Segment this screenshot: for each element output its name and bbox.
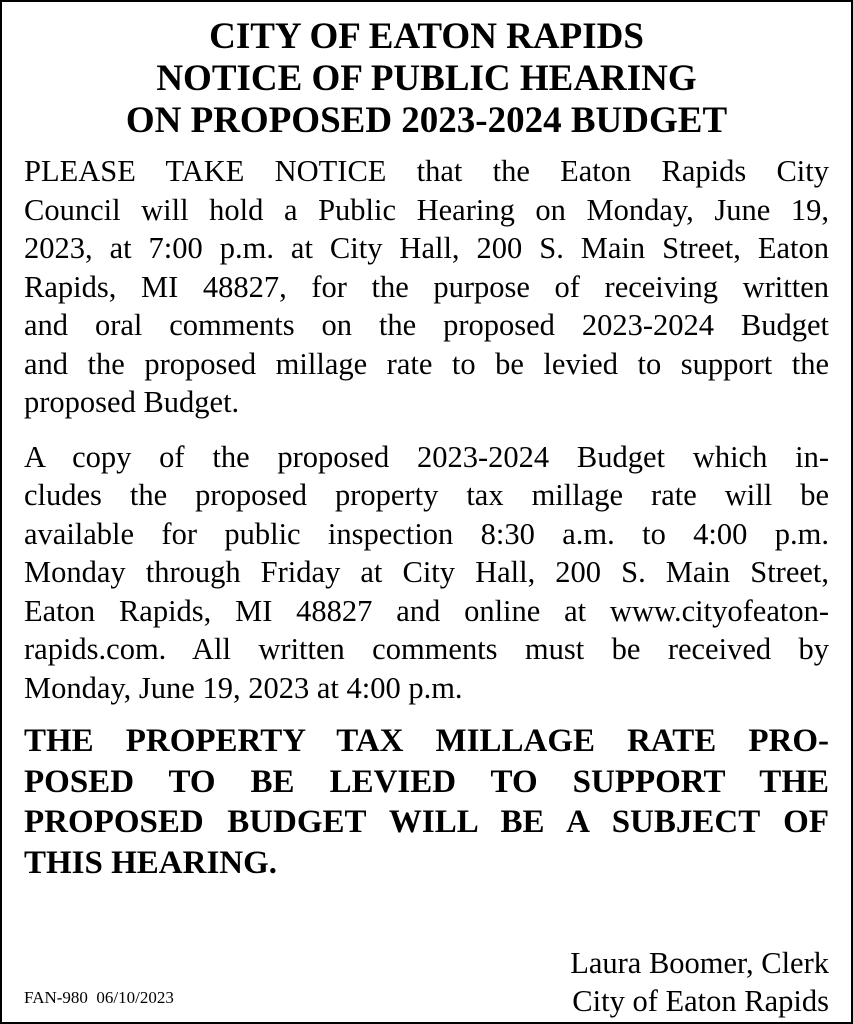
hearing-paragraph: [24, 152, 829, 422]
notice-footer: [24, 940, 829, 1020]
paragraph-line: 2023, at 7:00 p.m. at City Hall, 200 S. Main Street, Eaton: [24, 231, 829, 265]
paragraph-line: Monday through Friday at City Hall, 200 S. Main Street,: [24, 555, 829, 589]
budget-copy-paragraph: [24, 438, 829, 708]
title-line-1: CITY OF EATON RAPIDS: [209, 16, 644, 57]
statement-line: POSED TO BE LEVIED TO SUPPORT THE: [24, 763, 829, 800]
statement-line: THE PROPERTY TAX MILLAGE RATE PRO-: [24, 723, 829, 759]
title-line-3: ON PROPOSED 2023-2024 BUDGET: [125, 100, 728, 141]
paragraph-line: Monday, June 19, 2023 at 4:00 p.m.: [24, 670, 463, 705]
statement-line: PROPOSED BUDGET WILL BE A SUBJECT OF: [24, 804, 829, 840]
clerk-name: Laura Boomer, Clerk: [570, 946, 829, 980]
paragraph-line: available for public inspection 8:30 a.m. to 4:00 p.m.: [24, 516, 829, 551]
city-name: City of Eaton Rapids: [572, 984, 829, 1018]
paragraph-line: rapids.com. All written comments must be received by: [24, 632, 829, 666]
paragraph-line: and the proposed millage rate to be levied to support the: [24, 346, 829, 381]
statement-line: THIS HEARING.: [24, 844, 278, 881]
paragraph-line: cludes the proposed property tax millage rate will be: [24, 478, 829, 512]
paragraph-line: PLEASE TAKE NOTICE that the Eaton Rapids City: [24, 154, 829, 188]
notice-title: [24, 16, 829, 142]
ad-code: FAN-980 06/10/2023: [24, 988, 174, 1007]
signature-block: [570, 944, 829, 1020]
title-line-2: NOTICE OF PUBLIC HEARING: [156, 58, 697, 99]
paragraph-line: Eaton Rapids, MI 48827 and online at www.cityofeaton-: [24, 593, 829, 628]
paragraph-line: Council will hold a Public Hearing on Monday, June 19,: [24, 192, 829, 227]
paragraph-line: A copy of the proposed 2023-2024 Budget which in-: [24, 439, 829, 474]
paragraph-line: and oral comments on the proposed 2023-2024 Budget: [24, 308, 829, 342]
paragraph-line: Rapids, MI 48827, for the purpose of receiving written: [24, 269, 829, 304]
millage-statement: [24, 721, 829, 883]
paragraph-line: proposed Budget.: [24, 385, 240, 419]
